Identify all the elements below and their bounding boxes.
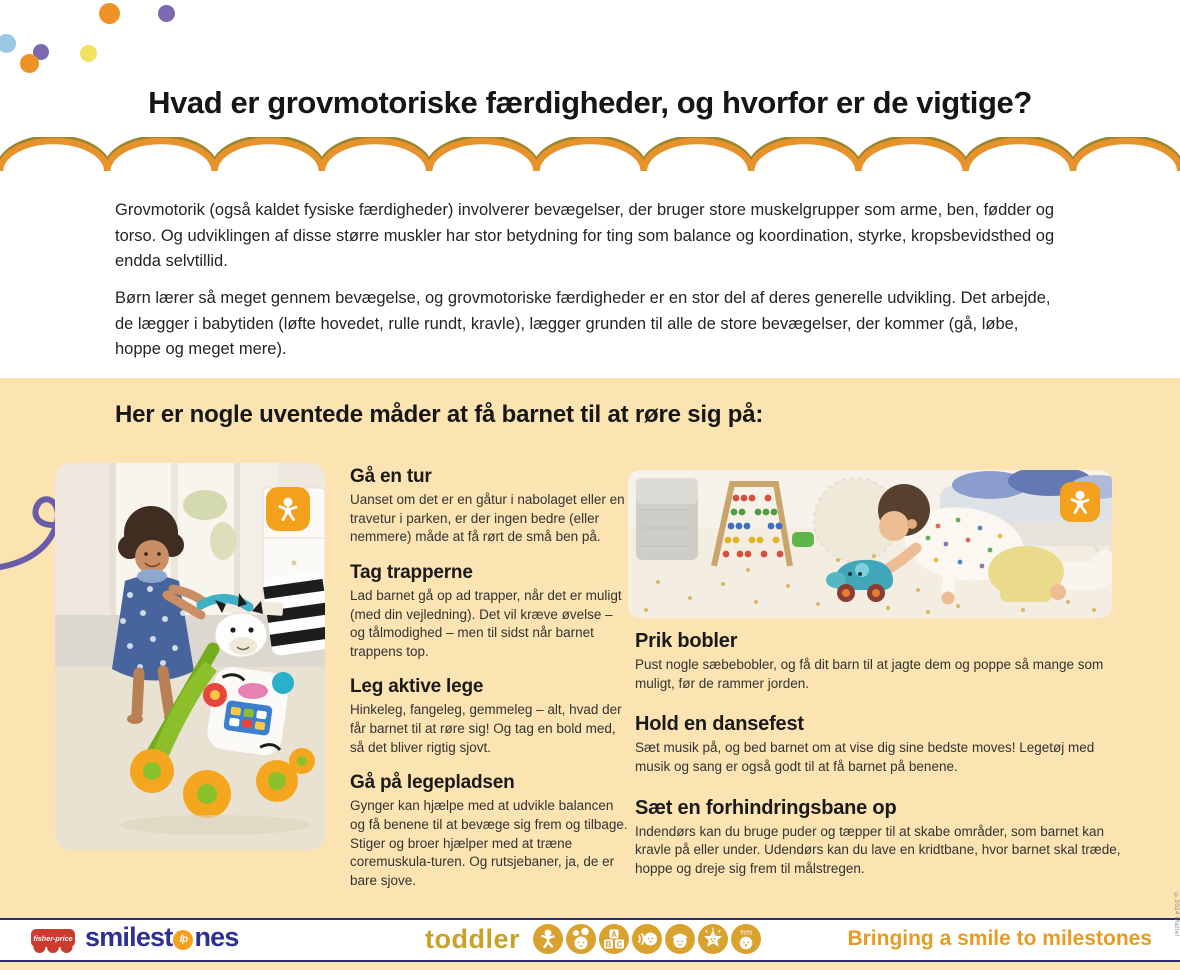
smilestones-text-pre: smilest [85, 922, 173, 952]
tip-title: Prik bobler [635, 630, 738, 652]
tip-title: Leg aktive lege [350, 676, 484, 698]
fisher-price-label: fisher-price [33, 934, 73, 943]
curious-baby-icon [731, 924, 761, 954]
tip [350, 676, 628, 757]
tip [350, 562, 628, 662]
orange-small-dot [20, 54, 39, 73]
tip-body: Gynger kan hjælpe med at udvikle balancen og få benene til at bevæge sig frem og tilbage. Stiger og broer hjælper med at træne coremuskula-turen. Og rutsjebaner, ja, de er bare sjove. [350, 798, 628, 888]
tip-title: Sæt en forhindringsbane op [635, 796, 897, 819]
stage-label: toddler [425, 924, 520, 954]
svg-text:?!?!: ?!?! [739, 930, 753, 937]
tip-body: Pust nogle sæbebobler, og få dit barn til at jagte dem og poppe så mange som muligt, før de rammer jorden. [635, 657, 1104, 691]
tip-title: Hold en dansefest [635, 713, 804, 736]
svg-text:C: C [616, 940, 623, 949]
tip-body: Sæt musik på, og bed barnet om at vise dig sine bedste moves! Legetøj med musik og sang er også godt til at få barnet på benene. [635, 740, 1095, 774]
fp-circle-icon: fp [173, 930, 193, 950]
intro-paragraph-1: Grovmotorik (også kaldet fysiske færdigheder) involverer bevægelser, der bruger store muskelgrupper som arme, ben, fødder og torso. Og udviklingen af disse større muskler har stor betydning for ting som balance og koordination, styrke, kropsbevidsthed og endda selvtillid. [115, 201, 1055, 271]
tip [635, 713, 1127, 776]
tip-body: Lad barnet gå op ad trapper, når det er muligt (med din vejledning). Det vil kræve øvelse – og tålmodighed – men til sidst når barnet trappens top. [350, 587, 622, 659]
smilestones-text-post: nes [194, 922, 239, 952]
tips-section-heading: Her er nogle uventede måder at få barnet til at røre sig på: [115, 401, 764, 428]
photo-baby-walker [55, 463, 325, 850]
tip [635, 630, 1127, 693]
tip-title: Tag trapperne [350, 561, 473, 583]
walking-baby-icon [533, 924, 563, 954]
tip [350, 466, 628, 547]
yellow-dot [80, 45, 97, 62]
photo-baby-crawling [628, 470, 1112, 618]
abc-blocks-icon [599, 924, 629, 954]
pirate-baby-icon [665, 924, 695, 954]
footer-bar [0, 918, 1180, 962]
tips-column-right [635, 630, 1127, 898]
milestone-icons [533, 924, 761, 954]
svg-text:B: B [605, 940, 612, 949]
thinking-baby-icon [566, 924, 596, 954]
orange-dot [99, 3, 120, 24]
intro-paragraph-2: Børn lærer så meget gennem bevægelse, og grovmotoriske færdigheder er en stor del af deres generelle udvikling. Det arbejde, de lægger i babytiden (løfte hovedet, rulle rundt, kravle), lægger grunden til alle de store bevægelser, der kommer (gå, løbe, hoppe og meget mere). [115, 289, 1051, 359]
baby-crawling-illustration [628, 470, 1112, 618]
svg-text:A: A [611, 930, 617, 939]
toddler-badge-icon [266, 487, 310, 531]
tip-title: Gå en tur [350, 466, 432, 487]
tip [635, 797, 1127, 879]
light-blue-dot [0, 34, 16, 53]
tips-column-left [350, 466, 628, 905]
tip-body: Hinkeleg, fangeleg, gemmeleg – alt, hvad der får barnet til at røre sig! Og tag en bold med, så det bliver rigtig sjovt. [350, 702, 622, 755]
smilestones-logo [85, 922, 239, 953]
baby-glyph-icon [273, 494, 303, 524]
tip-title: Gå på legepladsen [350, 772, 515, 794]
baby-glyph-icon [1065, 487, 1095, 517]
fisher-price-logo [30, 927, 76, 955]
copyright-text: ©2024 Mattel [1173, 893, 1179, 937]
tip [350, 772, 628, 890]
star-baby-icon [698, 924, 728, 954]
tip-body: Indendørs kan du bruge puder og tæpper til at skabe områder, som barnet kan kravle på eller under. Udendørs kan du lave en kridtbane, hvor barnet skal træde, hoppe og dreje sig frem til målstregen. [635, 823, 1121, 876]
footer-tagline: Bringing a smile to milestones [847, 927, 1152, 950]
purple-dot [158, 5, 175, 22]
toddler-badge-icon [1060, 482, 1100, 522]
listening-baby-icon [632, 924, 662, 954]
tip-body: Uanset om det er en gåtur i nabolaget eller en travetur i parken, er der ingen bedre (eller nemmere) måde at få rørt de små ben på. [350, 492, 625, 545]
scallop-divider [0, 137, 1180, 181]
page-title: Hvad er grovmotoriske færdigheder, og hvorfor er de vigtige? [148, 84, 1032, 120]
